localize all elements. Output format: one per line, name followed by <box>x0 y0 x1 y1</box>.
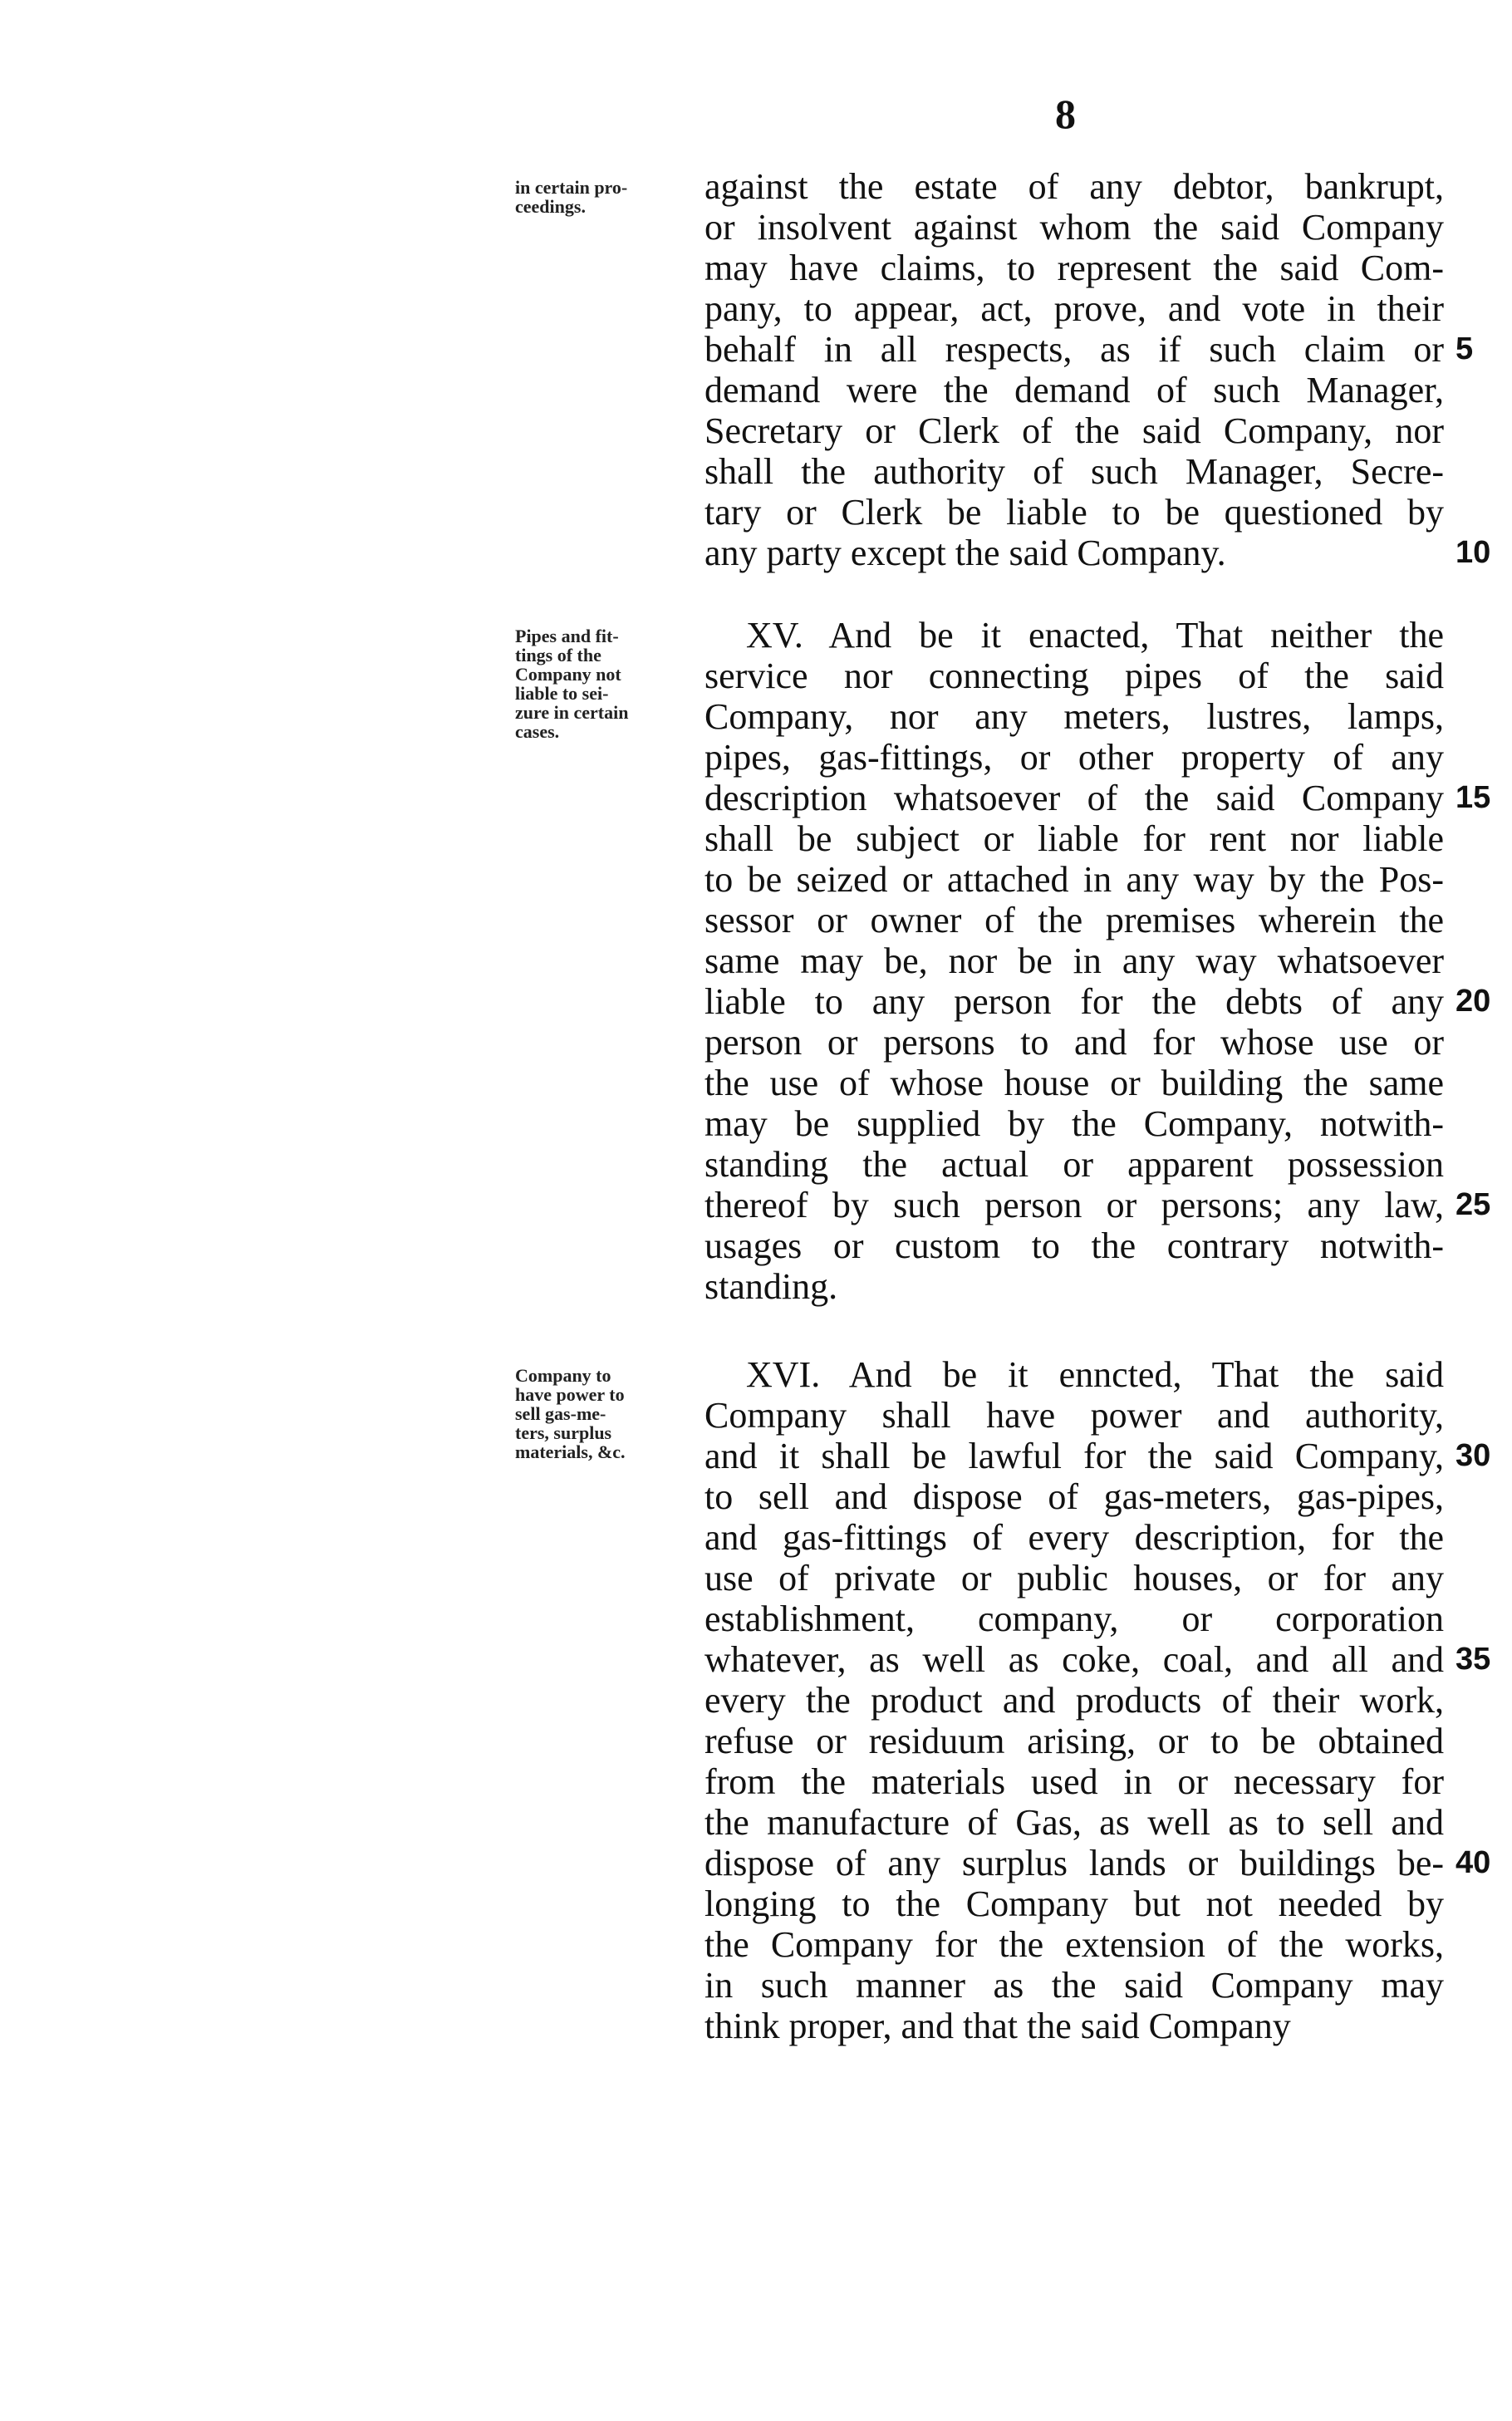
text-line: the manufacture of Gas, as well as to sell and <box>704 1802 1444 1843</box>
text-line: liable to any person for the debts of any <box>704 981 1444 1022</box>
margin-note-line: sell gas-me- <box>515 1403 606 1424</box>
text-line: thereof by such person or persons; any law, <box>704 1185 1444 1225</box>
text-line: behalf in all respects, as if such claim or <box>704 329 1444 370</box>
text-line: standing. <box>704 1266 838 1307</box>
text-line: in such manner as the said Company may <box>704 1965 1444 2006</box>
text-line: every the product and products of their work, <box>704 1680 1444 1721</box>
line-number: 15 <box>1456 780 1491 815</box>
text-line: longing to the Company but not needed by <box>704 1883 1444 1924</box>
page-number: 8 <box>1055 91 1076 137</box>
text-line: Company, nor any meters, lustres, lamps, <box>704 696 1444 737</box>
text-line: tary or Clerk be liable to be questioned by <box>704 492 1444 533</box>
text-line: shall the authority of such Manager, Secre- <box>704 451 1444 492</box>
text-line: service nor connecting pipes of the said <box>704 656 1444 696</box>
text-line: refuse or residuum arising, or to be obtained <box>704 1721 1444 1761</box>
text-line: Secretary or Clerk of the said Company, nor <box>704 410 1444 451</box>
margin-note <box>515 626 698 741</box>
line-number: 25 <box>1456 1187 1491 1222</box>
line-number: 30 <box>1456 1438 1491 1473</box>
margin-note-line: ters, surplus <box>515 1422 612 1443</box>
margin-note-line: in certain pro- <box>515 177 628 198</box>
text-line: usages or custom to the contrary notwith- <box>704 1225 1444 1266</box>
text-line: use of private or public houses, or for any <box>704 1558 1444 1598</box>
text-line: pany, to appear, act, prove, and vote in their <box>704 288 1444 329</box>
line-number: 5 <box>1456 331 1474 366</box>
text-line: from the materials used in or necessary for <box>704 1761 1444 1802</box>
text-line: description whatsoever of the said Company <box>704 778 1444 818</box>
text-line: against the estate of any debtor, bankrupt, <box>704 166 1444 207</box>
text-line: Company shall have power and authority, <box>704 1395 1444 1436</box>
text-line: think proper, and that the said Company <box>704 2006 1291 2046</box>
line-number: 40 <box>1456 1845 1491 1880</box>
line-number: 20 <box>1456 984 1491 1019</box>
text-line: or insolvent against whom the said Company <box>704 207 1444 248</box>
text-line: demand were the demand of such Manager, <box>704 370 1444 410</box>
margin-note-line: materials, &c. <box>515 1441 626 1462</box>
text-line: the Company for the extension of the works, <box>704 1924 1444 1965</box>
margin-note-line: ceedings. <box>515 196 586 217</box>
text-line: and gas-fittings of every description, for the <box>704 1517 1444 1558</box>
text-line: whatever, as well as coke, coal, and all and <box>704 1639 1444 1680</box>
margin-note <box>515 178 698 216</box>
text-line: same may be, nor be in any way whatsoever <box>704 940 1444 981</box>
margin-note-line: Company to <box>515 1365 611 1386</box>
text-line: may be supplied by the Company, notwith- <box>704 1103 1444 1144</box>
body-text <box>704 1354 1444 2046</box>
text-line: standing the actual or apparent possession <box>704 1144 1444 1185</box>
body-text <box>704 615 1444 1307</box>
body-text <box>704 166 1444 573</box>
margin-note-line: Company not <box>515 664 621 685</box>
text-line: establishment, company, or corporation <box>704 1598 1444 1639</box>
text-line: sessor or owner of the premises wherein the <box>704 900 1444 940</box>
text-line: the use of whose house or building the same <box>704 1063 1444 1103</box>
line-number: 35 <box>1456 1642 1491 1677</box>
margin-note-line: Pipes and fit- <box>515 626 619 646</box>
text-line: and it shall be lawful for the said Company, <box>704 1436 1444 1476</box>
line-number: 10 <box>1456 535 1491 570</box>
margin-note-line: cases. <box>515 721 560 742</box>
text-line: pipes, gas-fittings, or other property of any <box>704 737 1444 778</box>
margin-note-line: zure in certain <box>515 702 629 723</box>
text-line: any party except the said Company. <box>704 533 1226 573</box>
text-line: may have claims, to represent the said Com- <box>704 248 1444 288</box>
text-line: to sell and dispose of gas-meters, gas-pipes, <box>704 1476 1444 1517</box>
margin-note-line: have power to <box>515 1384 625 1405</box>
margin-note-line: liable to sei- <box>515 683 609 704</box>
margin-note <box>515 1366 698 1461</box>
section-heading-line: XV. And be it enacted, That neither the <box>746 615 1444 656</box>
text-line: dispose of any surplus lands or buildings be- <box>704 1843 1444 1883</box>
text-line: shall be subject or liable for rent nor liable <box>704 818 1444 859</box>
section-heading-line: XVI. And be it enncted, That the said <box>746 1354 1444 1395</box>
text-line: person or persons to and for whose use or <box>704 1022 1444 1063</box>
text-line: to be seized or attached in any way by the Pos- <box>704 859 1444 900</box>
margin-note-line: tings of the <box>515 645 601 665</box>
